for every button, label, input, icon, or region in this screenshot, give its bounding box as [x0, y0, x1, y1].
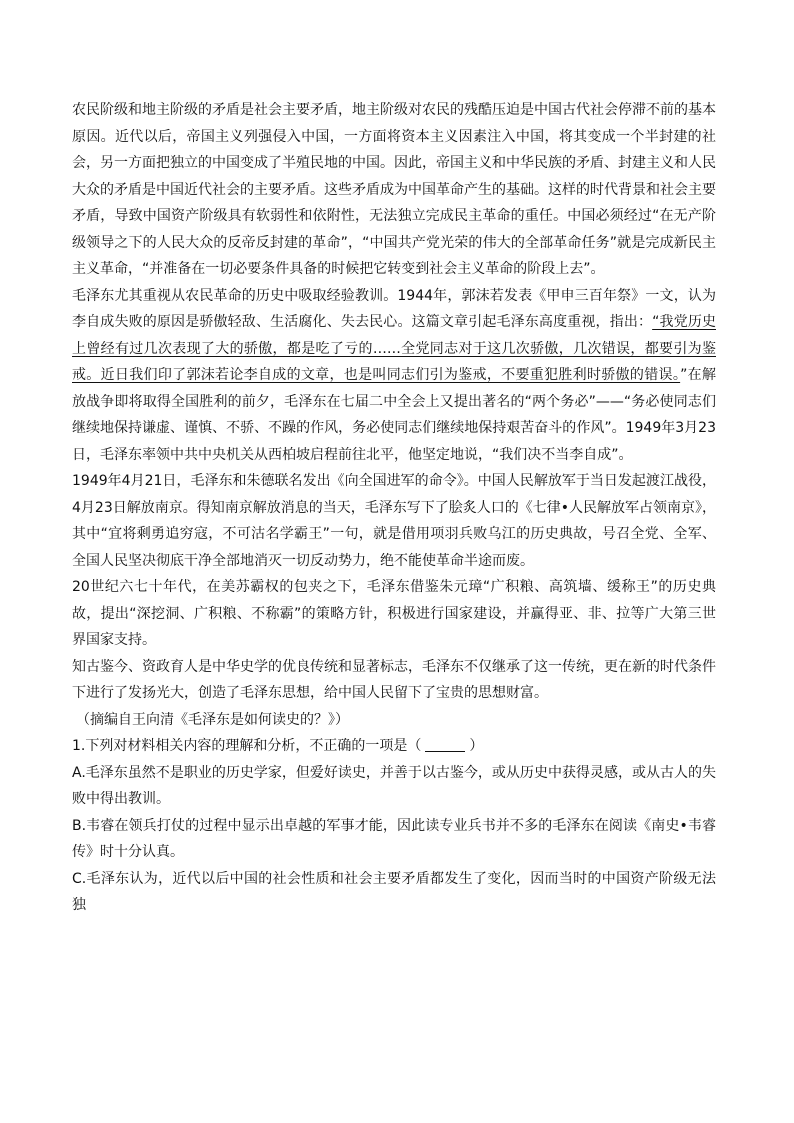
paragraph-lessons-from-peasant-revolution: [72, 283, 716, 469]
question-stem-text: 1.下列对材料相关内容的理解和分析，不正确的一项是（: [72, 738, 422, 754]
paragraph-conclusion: 知古鉴今、资政育人是中华史学的优良传统和显著标志，毛泽东不仅继承了这一传统，更在新的时代条件下进行了发扬光大，创造了毛泽东思想，给中国人民留下了宝贵的思想财富。: [72, 658, 716, 701]
option-a[interactable]: A.毛泽东虽然不是职业的历史学家，但爱好读史，并善于以古鉴今，或从历史中获得灵感，或从古人的失败中得出教训。: [72, 764, 716, 807]
question-stem: [72, 733, 716, 760]
question-stem-close: ）: [469, 738, 484, 754]
paragraph-strategy-policy: 20世纪六七十年代，在美苏霸权的包夹之下，毛泽东借鉴朱元璋“广积粮、高筑墙、缓称王”的历史典故，提出“深挖洞、广积粮、不称霸”的策略方针，积极进行国家建设，并赢得亚、非、拉等广大第三世界国家支持。: [72, 579, 716, 648]
option-c[interactable]: C.毛泽东认为，近代以后中国的社会性质和社会主要矛盾都发生了变化，因而当时的中国资产阶级无法独: [72, 870, 716, 913]
option-b[interactable]: B.韦睿在领兵打仗的过程中显示出卓越的军事才能，因此读专业兵书并不多的毛泽东在阅读《南史•韦睿传》时十分认真。: [72, 817, 716, 860]
document-page: [72, 97, 716, 919]
underlined-quote: “我党历史上曾经有过几次表现了大的骄傲，都是吃了亏的……全党同志对于这几次骄傲，几次错误，都要引为鉴戒。近日我们印了郭沫若论李自成的文章，也是叫同志们引为鉴戒，不要重犯胜利时骄傲的错误。: [72, 314, 716, 383]
paragraph-social-contradictions: 农民阶级和地主阶级的矛盾是社会主要矛盾，地主阶级对农民的残酷压迫是中国古代社会停滞不前的基本原因。近代以后，帝国主义列强侵入中国，一方面将资本主义因素注入中国，将其变成一个半封建的社会，另一方面把独立的中国变成了半殖民地的中国。因此，帝国主义和中华民族的矛盾、封建主义和人民大众的矛盾是中国近代社会的主要矛盾。这些矛盾成为中国革命产生的基础。这样的时代背景和社会主要矛盾，导致中国资产阶级具有软弱性和依附性，无法独立完成民主革命的重任。中国必须经过“在无产阶级领导之下的人民大众的反帝反封建的革命”，“中国共产党光荣的伟大的全部革命任务”就是完成新民主主义革命，“并准备在一切必要条件具备的时候把它转变到社会主义革命的阶段上去”。: [72, 102, 716, 277]
source-citation: （摘编自王向清《毛泽东是如何读史的？》）: [76, 711, 349, 728]
paragraph-text: 毛泽东尤其重视从农民革命的历史中吸取经验教训。1944年，郭沫若发表《甲申三百年祭》一文，认为李自成失败的原因是骄傲轻敌、生活腐化、失去民心。这篇文章引起毛泽东高度重视，指出：: [72, 287, 716, 330]
paragraph-nanjing-liberation: 1949年4月21日，毛泽东和朱德联名发出《向全国进军的命令》。中国人民解放军于当日发起渡江战役，4月23日解放南京。得知南京解放消息的当天，毛泽东写下了脍炙人口的《七律•人民解放军占领南京》，其中“宜将剩勇追穷寇，不可沽名学霸王”一句，就是借用项羽兵败乌江的历史典故，号召全党、全军、全国人民坚决彻底干净全部地消灭一切反动势力，绝不能使革命半途而废。: [72, 473, 716, 569]
answer-blank[interactable]: [425, 737, 465, 752]
paragraph-text: ”在解放战争即将取得全国胜利的前夕，毛泽东在七届二中全会上又提出著名的“两个务必”——“务必使同志们继续地保持谦虚、谨慎、不骄、不躁的作风，务必使同志们继续地保持艰苦奋斗的作风”。1949年3月23日，毛泽东率领中共中央机关从西柏坡启程前往北平，他坚定地说，“我们决不当李自成”。: [72, 367, 716, 463]
